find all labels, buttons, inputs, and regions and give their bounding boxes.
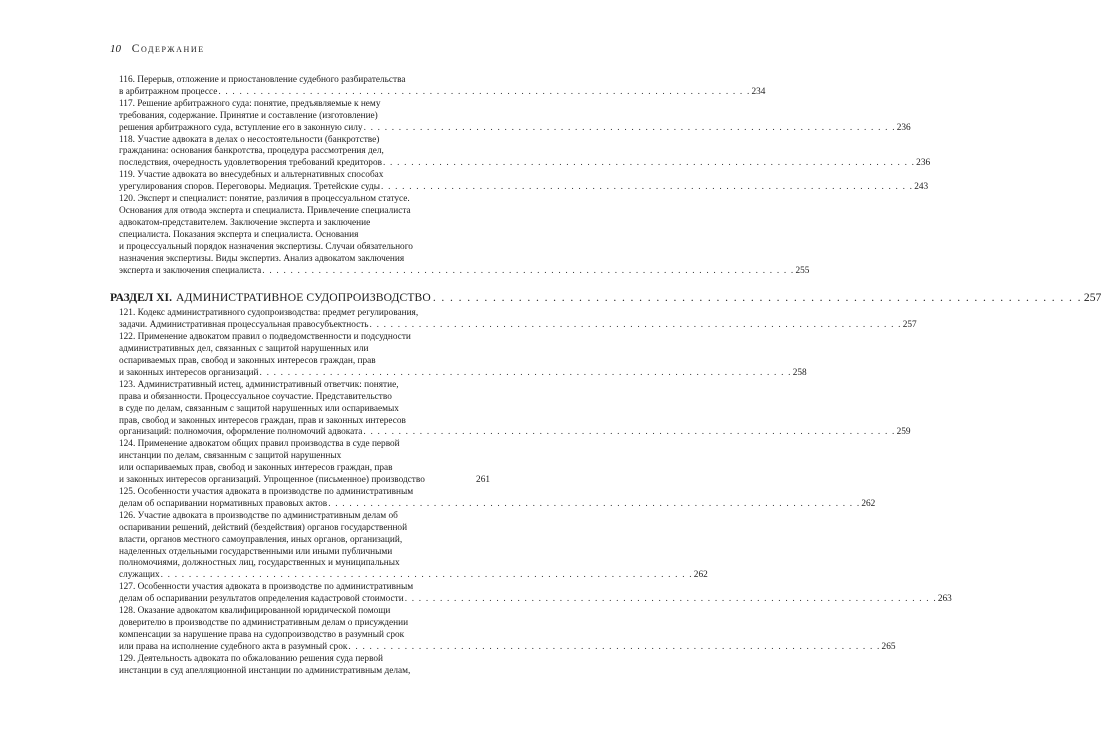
toc-entry [110,439,490,487]
toc-entry [110,98,911,135]
entry-last-text: последствия, очередность удовлетворения требований кредиторов [119,158,382,169]
leader-dots: . . . . . . . . . . . . . . . . . . . . . . . . . . . . . . . . . . . . . . . . . . . . . . . . . . . . . . . . . . . . . . . . . . . . . . . . . . . . [218,86,751,97]
entry-line: 116. Перерыв, отложение и приостановление судебного разбирательства [119,75,406,85]
toc-entry [110,308,917,332]
section-title: АДМИНИСТРАТИВНОЕ СУДОПРОИЗВОДСТВО [175,291,431,305]
entry-last-line [110,641,896,654]
running-title: Содержание [131,43,205,55]
entry-line: административных дел, связанных с защитой нарушенных или [119,344,369,355]
toc-content [110,75,1101,678]
entry-last-line [110,475,490,487]
toc-entry [110,487,876,511]
toc-entry [110,170,929,194]
entry-page-number: 255 [795,265,810,276]
entry-page-number: 257 [902,320,917,331]
toc-entry [110,582,952,606]
entry-last-line [110,158,931,170]
toc-entry [110,194,810,277]
entry-last-text: организаций: полномочия, оформление полномочий адвоката [119,427,363,438]
entry-page-number: 234 [751,86,766,97]
entry-last-line [110,86,766,99]
entry-line: 126. Участие адвоката в производстве по административным делам об [119,510,398,521]
entry-last-text: и законных интересов организаций. Упрощенное (письменное) производство [119,475,425,486]
entry-last-text: решения арбитражного суда, вступление его в законную силу [119,122,363,133]
section-page-number: 257 [1083,291,1101,305]
entry-line: наделенных отдельными государственными или иными публичными [119,546,393,557]
toc-entries-before-section [110,75,931,277]
leader-dots: . . . . . . . . . . . . . . . . . . . . . . . . . . . . . . . . . . . . . . . . . . . . . . . . . . . . . . . . . . . . . . . . . . . . . . . . . . . . [363,122,896,133]
entry-page-number: 259 [896,427,911,438]
entry-page-number: 265 [881,641,896,652]
entry-page-number: 261 [476,475,490,486]
entry-line: власти, органов местного самоуправления, иных органов, организаций, [119,534,403,545]
entry-last-text: задачи. Административная процессуальная правосубъектность [119,320,369,331]
entry-line: 121. Кодекс административного судопроизводства: предмет регулирования, [119,308,419,319]
leader-dots: . . . . . . . . . . . . . . . . . . . . . . . . . . . . . . . . . . . . . . . . . . . . . . . . . . . . . . . . . . . . . . . . . . . . . . . . . . . . [328,498,861,509]
leader-dots: . . . . . . . . . . . . . . . . . . . . . . . . . . . . . . . . . . . . . . . . . . . . . . . . . . . . . . . . . . . . . . . . . . . . . . . . . . . . [262,265,795,276]
entry-line: инстанции в суд апелляционной инстанции по административным делам, [119,665,411,676]
entry-last-line [110,320,917,332]
section-label: РАЗДЕЛ XI. [110,291,172,305]
entry-line: 124. Применение адвокатом общих правил производства в суде первой [119,439,400,450]
entry-line: 128. Оказание адвокатом квалифицированной юридической помощи [119,606,391,617]
toc-entry [110,379,911,440]
entry-line: 118. Участие адвоката в делах о несостоятельности (банкротстве) [119,134,380,145]
entry-last-line [110,182,929,194]
toc-entry [110,75,766,99]
entry-last-line [110,498,876,511]
leader-dots: . . . . . . . . . . . . . . . . . . . . . . . . . . . . . . . . . . . . . . . . . . . . . . . . . . . . . . . . . . . . . . . . . . . . . . . . . . . . [160,570,693,581]
toc-entry [110,510,708,582]
entry-line: и процессуальный порядок назначения экспертизы. Случаи обязательного [119,241,413,252]
leader-dots: . . . . . . . . . . . . . . . . . . . . . . . . . . . . . . . . . . . . . . . . . . . . . . . . . . . . . . . . . . . . . . . . . . . . . . . . . . . . [369,320,902,331]
section-heading [110,291,1101,305]
entry-last-line [110,594,952,606]
entry-line: доверителю в производстве по административным делам о присуждении [119,617,409,628]
entry-line: 129. Деятельность адвоката по обжалованию решения суда первой [119,653,384,664]
entry-line: 120. Эксперт и специалист: понятие, различия в процессуальном статусе. [119,194,410,205]
entry-line: 119. Участие адвоката во внесудебных и альтернативных способах [119,170,384,181]
entry-line: оспариваемых прав, свобод и законных интересов граждан, прав [119,356,376,367]
entry-line: 123. Административный истец, административный ответчик: понятие, [119,379,399,390]
entry-last-text: или права на исполнение судебного акта в разумный срок [119,641,348,652]
entry-line: полномочиями, должностных лиц, государственных и муниципальных [119,558,400,569]
entry-last-line [110,122,911,135]
entry-line: адвокатом-представителем. Заключение эксперта и заключение [119,217,371,228]
entry-last-text: служащих [119,570,160,581]
entry-line: требования, содержание. Принятие и составление (изготовление) [119,110,378,121]
page-number: 10 [110,43,121,55]
entry-page-number: 258 [792,367,807,378]
entry-last-text: делам об оспаривании результатов определения кадастровой стоимости [119,594,404,605]
entry-page-number: 236 [916,158,931,169]
entry-line: 117. Решение арбитражного суда: понятие, предъявляемые к нему [119,98,381,109]
entry-line: оспаривании решений, действий (бездействия) органов государственной [119,522,408,533]
entry-line: или оспариваемых прав, свобод и законных интересов граждан, прав [119,463,393,474]
entry-last-line [110,570,708,582]
leader-dots: . . . . . . . . . . . . . . . . . . . . . . . . . . . . . . . . . . . . . . . . . . . . . . . . . . . . . . . . . . . . . . . . . . . . . . . . . . . . [363,427,896,438]
entry-line: Основания для отвода эксперта и специалиста. Привлечение специалиста [119,205,411,216]
entry-line: инстанции по делам, связанным с защитой нарушенных [119,451,342,462]
toc-entries-after-section [110,308,952,653]
entry-page-number: 236 [896,122,911,133]
entry-last-line [110,367,807,380]
leader-dots: . . . . . . . . . . . . . . . . . . . . . . . . . . . . . . . . . . . . . . . . . . . . . . . . . . . . . . . . . . . . . . . . . . . . . . . . . . . . [432,291,1082,305]
entry-line: 122. Применение адвокатом правил о подведомственности и подсудности [119,332,411,343]
entry-last-text: и законных интересов организаций [119,367,259,378]
entry-line: специалиста. Показания эксперта и специалиста. Основания [119,229,359,240]
running-header [110,43,205,56]
entry-last-line [110,427,911,439]
entry-last-text: делам об оспаривании нормативных правовых актов [119,498,328,509]
entry-last-line [110,265,810,278]
entry-line: компенсации за нарушение права на судопроизводство в разумный срок [119,629,405,640]
toc-entry [110,332,807,380]
entry-page-number: 243 [914,182,929,193]
entry-line: в суде по делам, связанным с защитой нарушенных или оспариваемых [119,403,399,414]
entry-page-number: 262 [693,570,708,581]
entry-line: прав, свобод и законных интересов граждан, прав и законных интересов [119,415,406,426]
leader-dots: . . . . . . . . . . . . . . . . . . . . . . . . . . . . . . . . . . . . . . . . . . . . . . . . . . . . . . . . . . . . . . . . . . . . . . . . . . . . [381,182,914,193]
leader-dots: . . . . . . . . . . . . . . . . . . . . . . . . . . . . . . . . . . . . . . . . . . . . . . . . . . . . . . . . . . . . . . . . . . . . . . . . . . . . [404,594,937,605]
entry-page-number: 262 [861,498,876,509]
toc-entry [110,134,931,171]
entry-last-text: в арбитражном процессе [119,86,218,97]
entry-line: гражданина: основания банкротства, процедура рассмотрения дел, [119,146,384,157]
entry-line: права и обязанности. Процессуальное соучастие. Представительство [119,391,392,402]
leader-dots: . . . . . . . . . . . . . . . . . . . . . . . . . . . . . . . . . . . . . . . . . . . . . . . . . . . . . . . . . . . . . . . . . . . . . . . . . . . . [383,158,916,169]
toc-entry-continued [110,654,490,678]
leader-dots: . . . . . . . . . . . . . . . . . . . . . . . . . . . . . . . . . . . . . . . . . . . . . . . . . . . . . . . . . . . . . . . . . . . . . . . . . . . . [348,641,881,652]
leader-dots: . . . . . . . . . . . . . . . . . . . . . . . . . . . . . . . . . . . . . . . . . . . . . . . . . . . . . . . . . . . . . . . . . . . . . . . . . . . . [259,367,792,378]
entry-page-number: 263 [937,594,952,605]
entry-line: назначения экспертизы. Виды экспертиз. Анализ адвокатом заключения [119,253,405,264]
entry-last-text: эксперта и заключения специалиста [119,265,262,276]
entry-line: 125. Особенности участия адвоката в производстве по административным [119,487,414,497]
entry-last-text: урегулирования споров. Переговоры. Медиация. Третейские суды [119,182,381,193]
toc-entry [110,606,896,654]
entry-line: 127. Особенности участия адвоката в производстве по административным [119,582,414,593]
